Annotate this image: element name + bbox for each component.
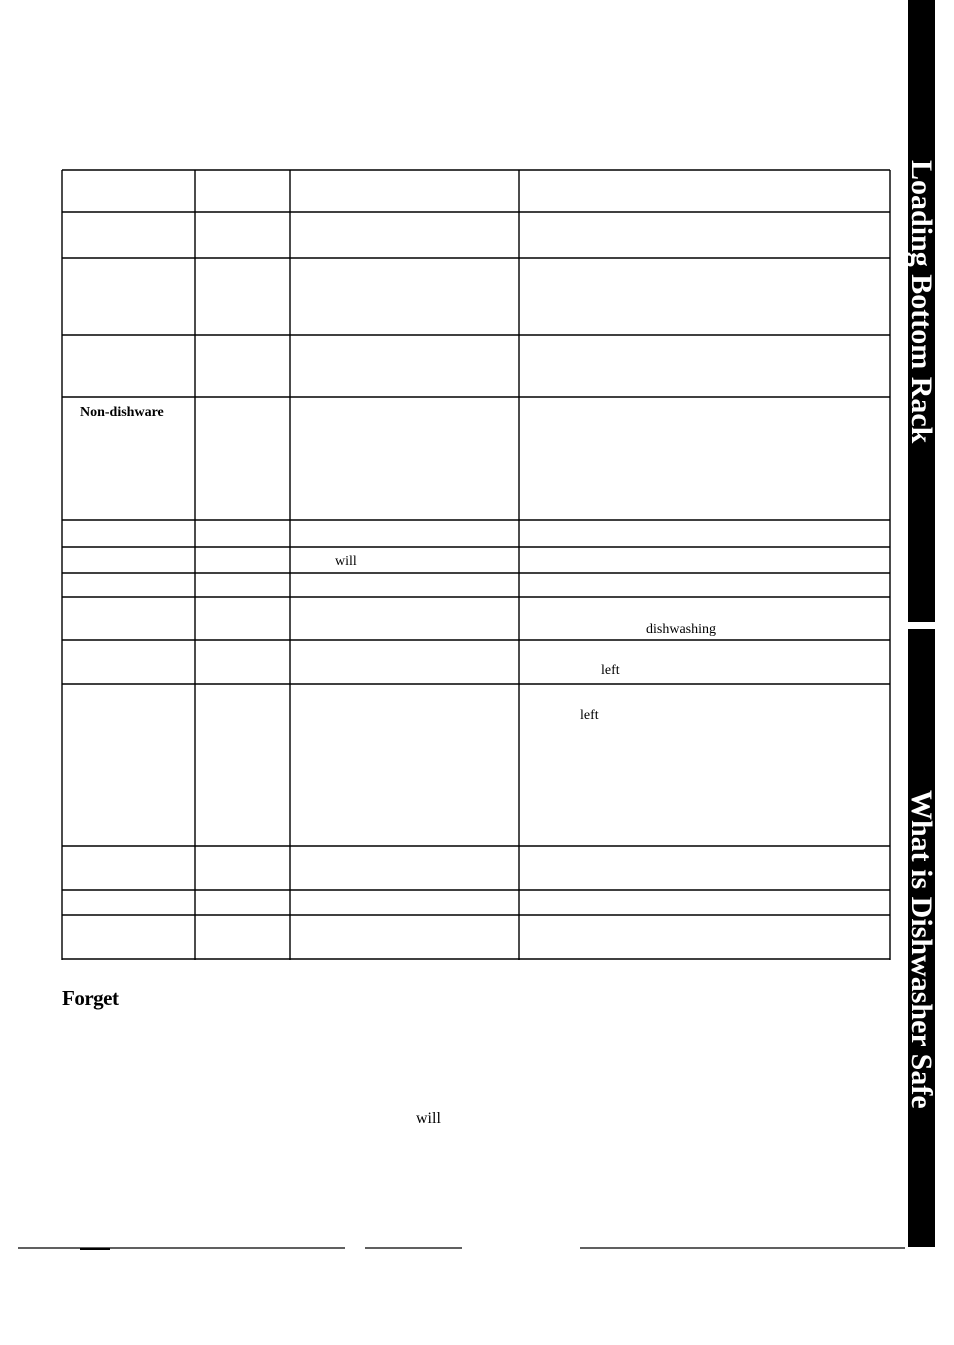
table-cell-text: dishwashing: [646, 622, 716, 637]
table-cell-item-label: Non-dishware: [80, 405, 164, 420]
table-cell-text: will: [335, 554, 357, 569]
side-tab-loading-label: Loading Bottom Rack: [905, 160, 938, 444]
body-text: will: [416, 1110, 441, 1127]
side-tab-dishwasher-safe-label: What is Dishwasher Safe: [905, 790, 938, 1109]
section-heading: Forget: [62, 986, 119, 1010]
table-cell-text: left: [601, 663, 620, 678]
table-cell-text: left: [580, 708, 599, 723]
